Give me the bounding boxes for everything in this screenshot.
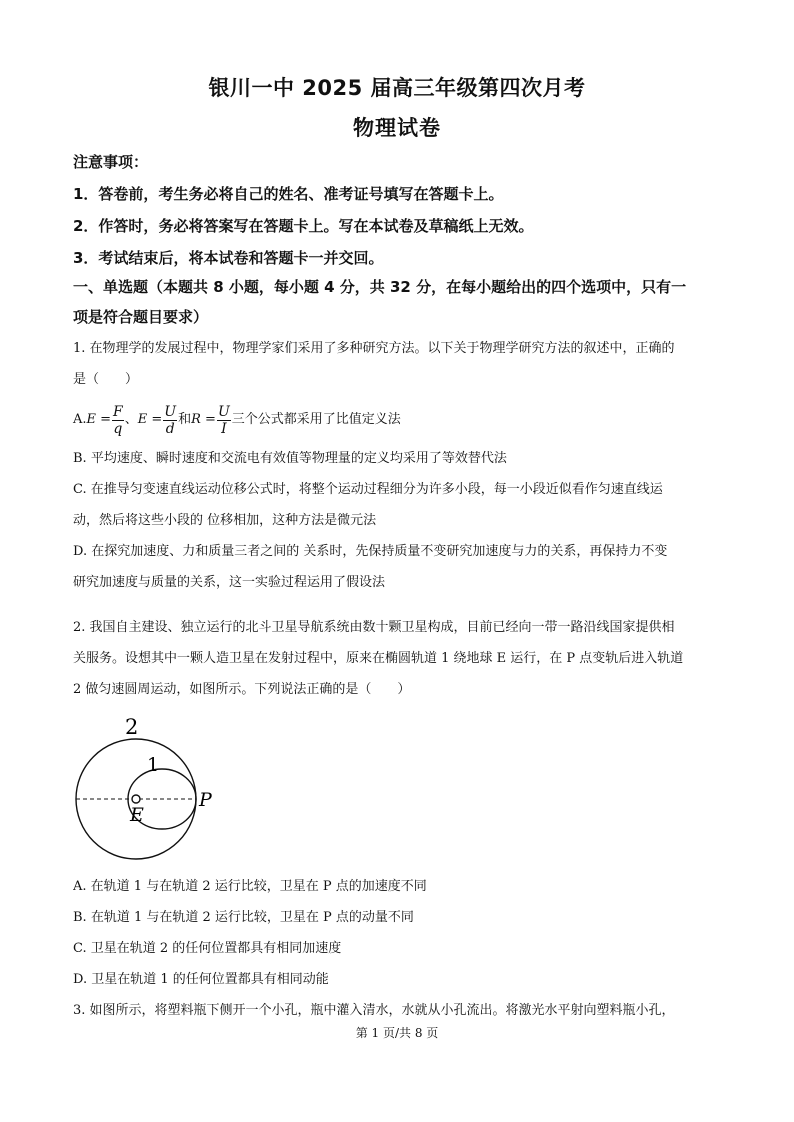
q2-option-a: A. 在轨道 1 与在轨道 2 运行比较，卫星在 P 点的加速度不同: [73, 879, 427, 894]
question-3: [73, 995, 723, 1026]
exam-subtitle: 物理试卷: [353, 116, 441, 140]
q1-a-e2: E =: [137, 412, 163, 427]
fraction-numerator: F: [113, 403, 123, 420]
q1-option-c-line-1: C. 在推导匀变速直线运动位移公式时，将整个运动过程细分为许多小段，每一小段近似看作匀速直线运: [73, 482, 663, 497]
section-heading: [73, 272, 723, 332]
orbit-diagram: [70, 712, 230, 862]
point-p-label: P: [199, 789, 212, 811]
q1-option-d-line-2: 研究加速度与质量的关系，这一实验过程运用了假设法: [73, 575, 386, 590]
notice-block: [73, 146, 723, 274]
notice-item-1: 1．答卷前，考生务必将自己的姓名、准考证号填写在答题卡上。: [73, 185, 504, 203]
q1-option-c-line-2: 动，然后将这些小段的 位移相加，这种方法是微元法: [73, 513, 377, 528]
q2-option-c: C. 卫星在轨道 2 的任何位置都具有相同加速度: [73, 941, 342, 956]
q1-a-and: 和: [178, 412, 192, 427]
section-heading-line-2: 项是符合题目要求）: [73, 308, 209, 326]
question-1: [73, 333, 723, 598]
fraction-denominator: q: [113, 420, 123, 437]
orbit-2-label: 2: [125, 715, 139, 739]
q1-stem-line-1: 1. 在物理学的发展过程中，物理学家们采用了多种研究方法。以下关于物理学研究方法的叙述中，正确的: [73, 341, 675, 356]
fraction-u-over-d: [163, 404, 177, 437]
q1-a-prefix: A.: [73, 412, 87, 427]
question-2-options: [73, 871, 723, 995]
fraction-u-over-i: [217, 404, 231, 437]
q2-stem-line-1: 2. 我国自主建设、独立运行的北斗卫星导航系统由数十颗卫星构成，目前已经向一带一路沿线国家提供相: [73, 620, 675, 635]
fraction-denominator: I: [221, 420, 227, 437]
notice-item-3: 3．考试结束后，将本试卷和答题卡一并交回。: [73, 249, 384, 267]
q2-stem-line-2: 关服务。设想其中一颗人造卫星在发射过程中，原来在椭圆轨道 1 绕地球 E 运行，在 P 点变轨后进入轨道: [73, 651, 684, 666]
q1-stem-line-2: 是（ ）: [73, 372, 139, 387]
q1-a-e1: E =: [86, 412, 112, 427]
page-footer: 第 1 页/共 8 页: [355, 1026, 439, 1040]
q1-a-tail: 三个公式都采用了比值定义法: [231, 412, 401, 427]
q1-a-sep1: 、: [124, 412, 138, 427]
q1-option-d-line-1: D. 在探究加速度、力和质量三者之间的 关系时，先保持质量不变研究加速度与力的关系，再保持力不变: [73, 544, 668, 559]
fraction-numerator: U: [164, 403, 177, 420]
exam-title: 银川一中 2025 届高三年级第四次月考: [208, 76, 586, 100]
q2-option-d: D. 卫星在轨道 1 的任何位置都具有相同动能: [73, 972, 329, 987]
fraction-numerator: U: [217, 403, 230, 420]
q2-stem-line-3: 2 做匀速圆周运动，如图所示。下列说法正确的是（ ）: [73, 682, 411, 697]
fraction-denominator: d: [165, 420, 175, 437]
q3-stem-line-1: 3. 如图所示，将塑料瓶下侧开一个小孔，瓶中灌入清水，水就从小孔流出。将激光水平射向塑料瓶小孔，: [73, 1003, 675, 1018]
fraction-f-over-q: [112, 404, 124, 437]
earth-marker: [132, 795, 140, 803]
q1-a-r: R =: [191, 412, 216, 427]
q1-option-a: [73, 395, 723, 445]
earth-label: E: [130, 804, 144, 826]
notice-heading: 注意事项：: [73, 153, 149, 171]
notice-item-2: 2．作答时，务必将答案写在答题卡上。写在本试卷及草稿纸上无效。: [73, 217, 534, 235]
q1-option-b: B. 平均速度、瞬时速度和交流电有效值等物理量的定义均采用了等效替代法: [73, 451, 507, 466]
q2-option-b: B. 在轨道 1 与在轨道 2 运行比较，卫星在 P 点的动量不同: [73, 910, 414, 925]
section-heading-line-1: 一、单选题（本题共 8 小题，每小题 4 分，共 32 分，在每小题给出的四个选项中，只有一: [73, 278, 687, 296]
orbit-1-label: 1: [147, 754, 160, 776]
question-2: [73, 612, 723, 705]
